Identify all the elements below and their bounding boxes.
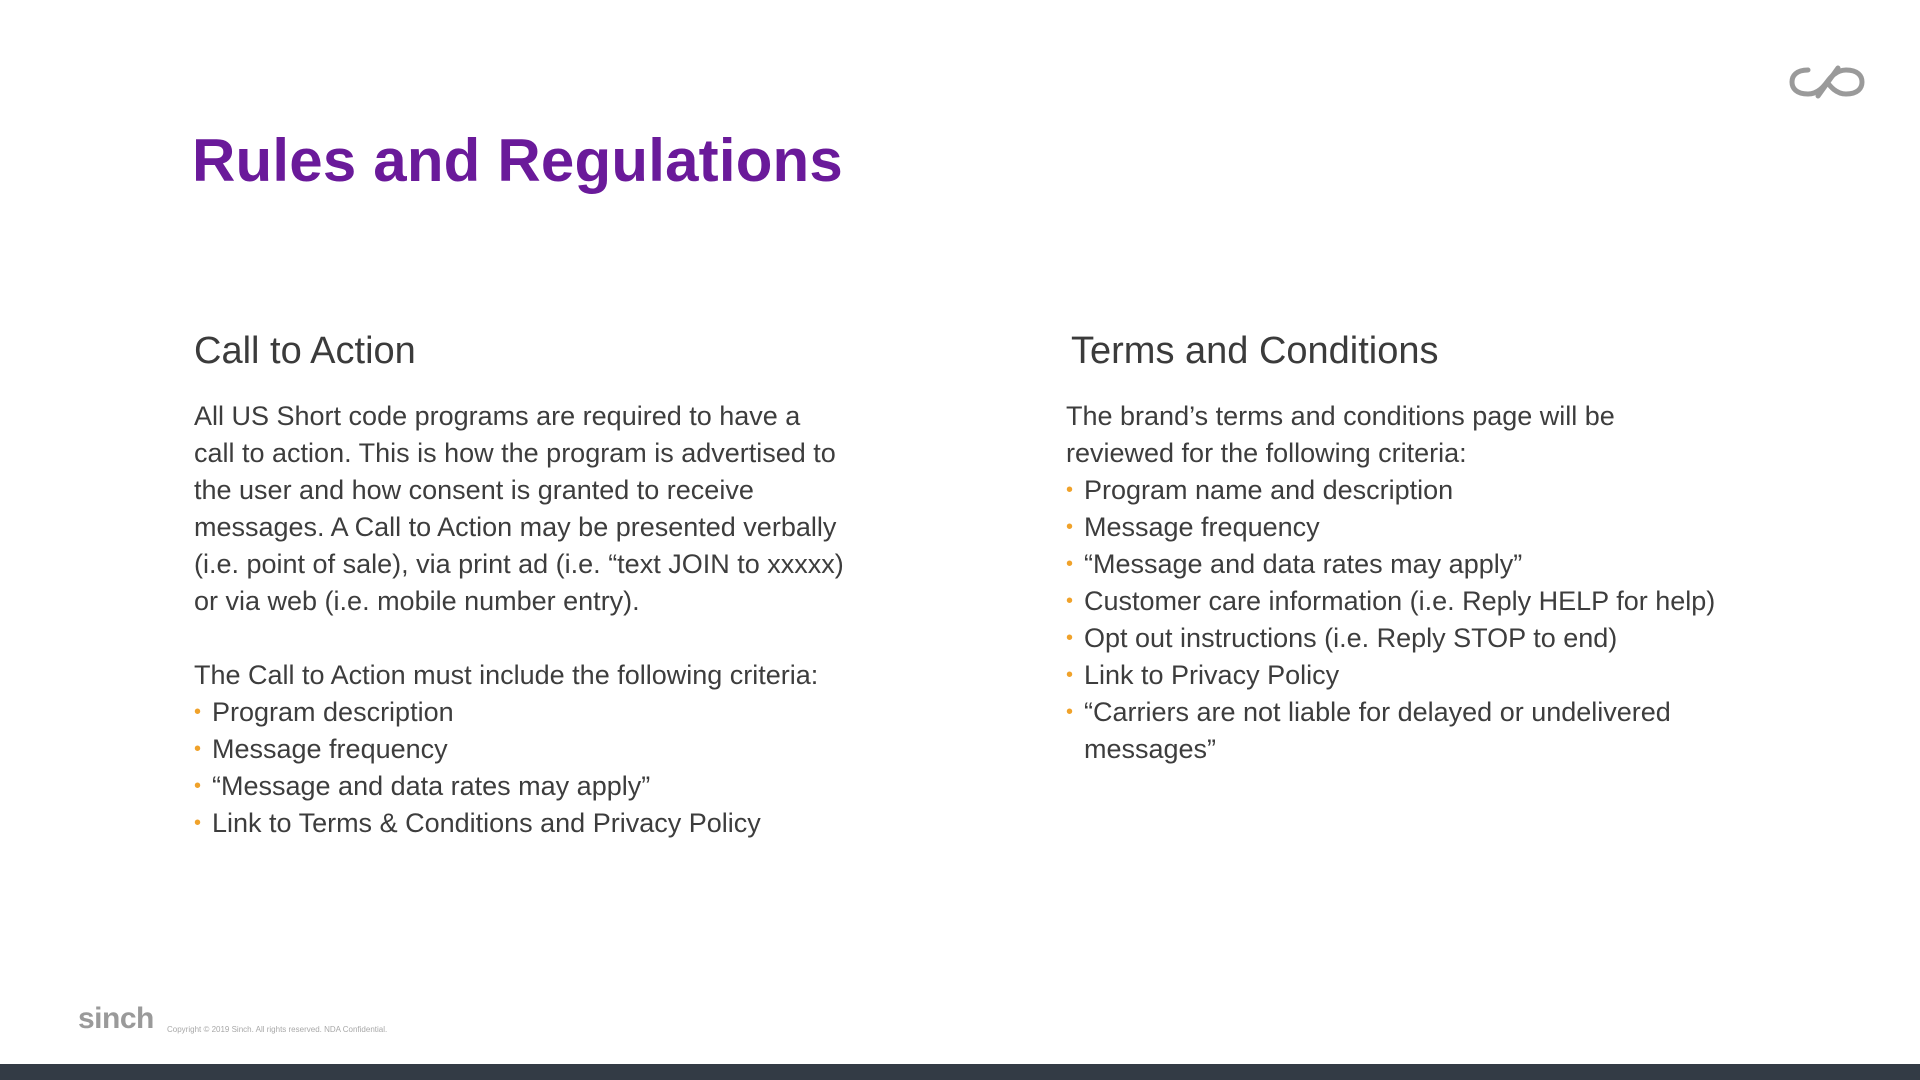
list-item-text: Link to Terms & Conditions and Privacy Policy bbox=[212, 808, 761, 838]
list-item-text: Program name and description bbox=[1084, 475, 1454, 505]
list-item bbox=[1066, 657, 1786, 694]
bullet-dot-icon: • bbox=[1066, 590, 1074, 612]
list-item bbox=[1066, 546, 1786, 583]
list-item-text: Opt out instructions (i.e. Reply STOP to end) bbox=[1084, 623, 1618, 653]
copyright-notice: Copyright © 2019 Sinch. All rights reserved. NDA Confidential. bbox=[167, 1025, 388, 1034]
paragraph-line: (i.e. point of sale), via print ad (i.e. “text JOIN to xxxxx) bbox=[194, 549, 844, 579]
bullet-dot-icon: • bbox=[194, 775, 202, 797]
list-item bbox=[194, 694, 914, 731]
bullet-dot-icon: • bbox=[194, 701, 202, 723]
list-item-text: Link to Privacy Policy bbox=[1084, 660, 1340, 690]
terms-and-conditions-section bbox=[1066, 326, 1786, 768]
paragraph-line: messages. A Call to Action may be presented verbally bbox=[194, 512, 837, 542]
list-item-text: Message frequency bbox=[1084, 512, 1320, 542]
terms-intro bbox=[1066, 398, 1786, 472]
bullet-dot-icon: • bbox=[1066, 701, 1074, 723]
intro-line: The brand’s terms and conditions page will be bbox=[1066, 401, 1615, 431]
list-item bbox=[1066, 583, 1786, 620]
call-to-action-heading: Call to Action bbox=[194, 330, 416, 372]
bullet-dot-icon: • bbox=[194, 812, 202, 834]
list-item-text: “Carriers are not liable for delayed or undelivered messages” bbox=[1084, 697, 1671, 764]
call-to-action-criteria-list bbox=[194, 694, 914, 842]
bullet-dot-icon: • bbox=[1066, 479, 1074, 501]
bullet-dot-icon: • bbox=[1066, 627, 1074, 649]
list-item bbox=[194, 731, 914, 768]
paragraph-line: the user and how consent is granted to receive bbox=[194, 475, 754, 505]
list-item bbox=[1066, 472, 1786, 509]
list-item bbox=[1066, 694, 1724, 768]
call-to-action-section bbox=[194, 326, 914, 842]
list-item-text: Program description bbox=[212, 697, 454, 727]
sinch-logo: sinch bbox=[78, 1002, 154, 1035]
bullet-dot-icon: • bbox=[1066, 516, 1074, 538]
bullet-dot-icon: • bbox=[194, 738, 202, 760]
terms-criteria-list bbox=[1066, 472, 1786, 768]
paragraph-line: All US Short code programs are required to have a bbox=[194, 401, 801, 431]
criteria-intro: The Call to Action must include the following criteria: bbox=[194, 660, 819, 690]
call-to-action-paragraph bbox=[194, 398, 914, 620]
list-item bbox=[194, 768, 914, 805]
bullet-dot-icon: • bbox=[1066, 664, 1074, 686]
spacer bbox=[194, 620, 914, 657]
list-item bbox=[1066, 509, 1786, 546]
paragraph-line: or via web (i.e. mobile number entry). bbox=[194, 586, 640, 616]
list-item-text: “Message and data rates may apply” bbox=[212, 771, 651, 801]
list-item-text: Message frequency bbox=[212, 734, 448, 764]
bullet-dot-icon: • bbox=[1066, 553, 1074, 575]
intro-line: reviewed for the following criteria: bbox=[1066, 438, 1467, 468]
list-item bbox=[1066, 620, 1786, 657]
list-item-text: “Message and data rates may apply” bbox=[1084, 549, 1523, 579]
infinity-logo-icon bbox=[1788, 62, 1866, 102]
paragraph-line: call to action. This is how the program is advertised to bbox=[194, 438, 836, 468]
list-item bbox=[194, 805, 914, 842]
bottom-bar bbox=[0, 1064, 1920, 1080]
list-item-text: Customer care information (i.e. Reply HELP for help) bbox=[1084, 586, 1716, 616]
terms-heading: Terms and Conditions bbox=[1071, 330, 1439, 372]
slide-title: Rules and Regulations bbox=[192, 127, 843, 194]
